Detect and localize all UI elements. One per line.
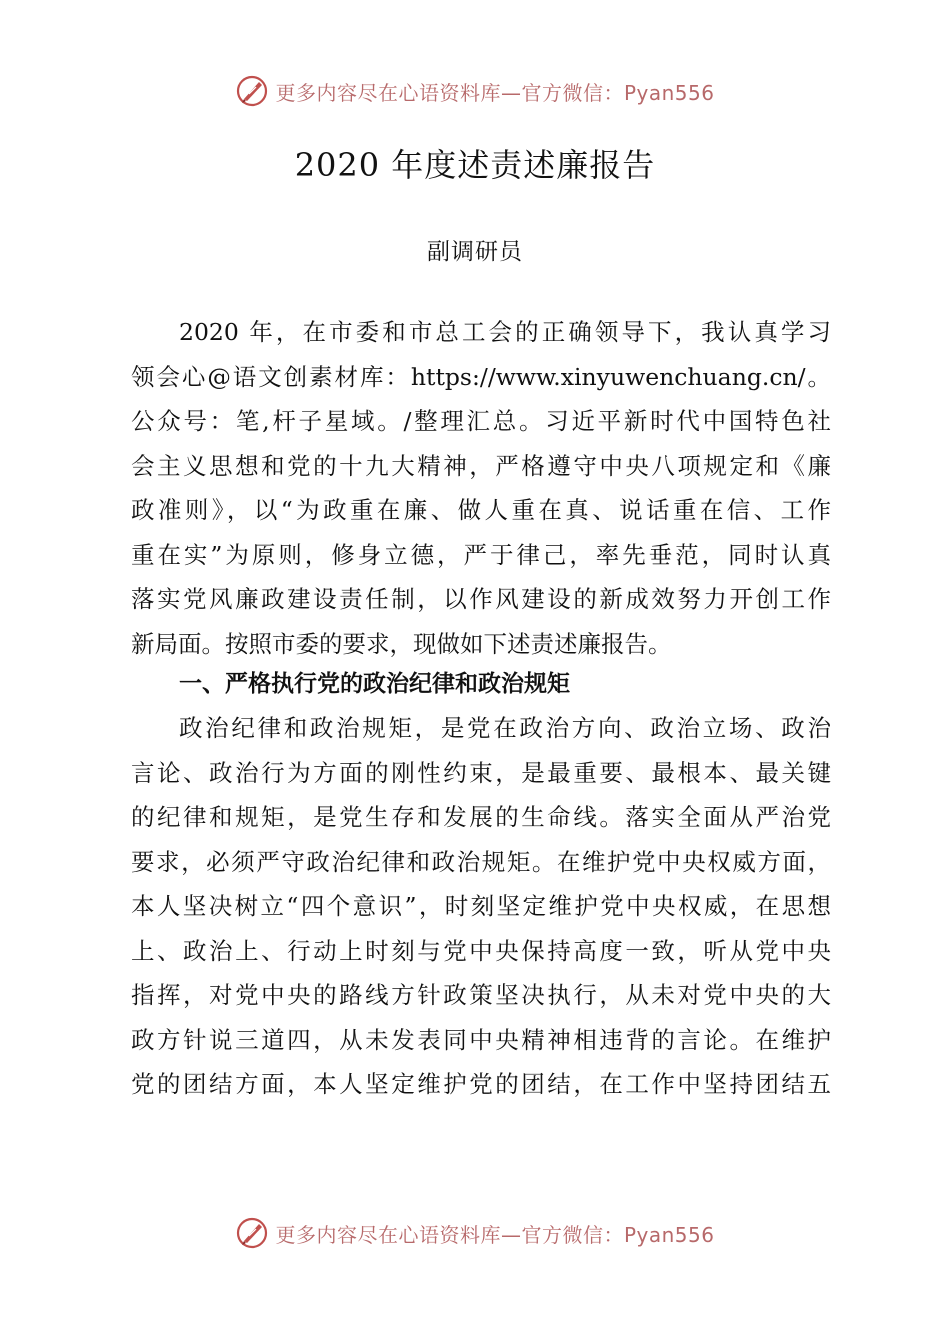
paragraph-1: [131, 310, 831, 666]
quill-pen-icon: [235, 1216, 269, 1250]
watermark-text: 更多内容尽在心语资料库—官方微信：Pyan556: [275, 80, 715, 105]
paragraph-line: 政准则》，以“为政重在廉、做人重在真、说话重在信、工作: [131, 496, 831, 524]
paragraph-line: 重在实”为原则，修身立德，严于律己，率先垂范，同时认真: [131, 540, 831, 569]
paragraph-2: [131, 706, 831, 1107]
paragraph-line: 党的团结方面，本人坚定维护党的团结，在工作中坚持团结五: [131, 1070, 831, 1098]
paragraph-line: 指挥，对党中央的路线方针政策坚决执行，从未对党中央的大: [131, 981, 831, 1009]
paragraph-line: 政治纪律和政治规矩，是党在政治方向、政治立场、政治: [179, 714, 831, 742]
paragraph-line: 领会心@语文创素材库：https://www.xinyuwenchuang.cn/。: [131, 362, 831, 391]
header-watermark: [0, 74, 950, 108]
paragraph-line: 要求，必须严守政治纪律和政治规矩。在维护党中央权威方面，: [131, 847, 831, 876]
paragraph-line: 本人坚决树立“四个意识”，时刻坚定维护党中央权威，在思想: [131, 892, 831, 920]
paragraph-line: 会主义思想和党的十九大精神，严格遵守中央八项规定和《廉: [131, 451, 831, 480]
paragraph-line: 落实党风廉政建设责任制，以作风建设的新成效努力开创工作: [131, 585, 831, 613]
paragraph-line: 公众号：笔,杆子星域。/整理汇总。习近平新时代中国特色社: [131, 407, 831, 435]
paragraph-line: 言论、政治行为方面的刚性约束，是最重要、最根本、最关键: [131, 758, 831, 787]
document-author: 副调研员: [427, 239, 523, 265]
paragraph-line: 新局面。按照市委的要求，现做如下述责述廉报告。: [131, 629, 672, 658]
quill-pen-icon: [235, 74, 269, 108]
section-heading: 一、严格执行党的政治纪律和政治规矩: [179, 671, 570, 697]
footer-watermark: [0, 1216, 950, 1250]
paragraph-line: 政方针说三道四，从未发表同中央精神相违背的言论。在维护: [131, 1025, 831, 1054]
watermark-text: 更多内容尽在心语资料库—官方微信：Pyan556: [275, 1222, 715, 1247]
paragraph-line: 上、政治上、行动上时刻与党中央保持高度一致，听从党中央: [131, 936, 831, 965]
document-title: 2020 年度述责述廉报告: [294, 146, 656, 184]
paragraph-line: 2020 年，在市委和市总工会的正确领导下，我认真学习: [179, 318, 831, 346]
paragraph-line: 的纪律和规矩，是党生存和发展的生命线。落实全面从严治党: [131, 803, 831, 831]
